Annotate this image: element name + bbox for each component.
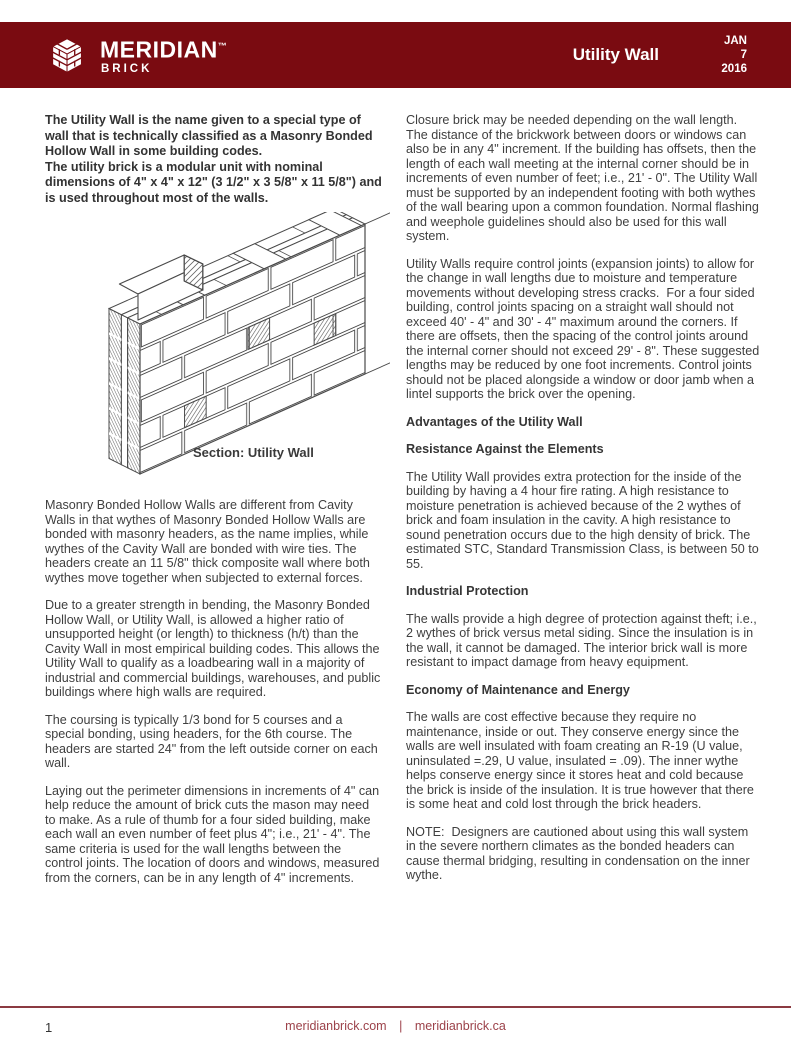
left-column — [45, 113, 386, 898]
intro-line-2: The utility brick is a modular unit with nominal dimensions of 4" x 4" x 12" (3 1/2" x 3 5/8" x 11 5/8") and is used throughout most of the walls. — [45, 159, 386, 205]
brick-building-icon — [45, 32, 91, 78]
footer-row — [0, 1008, 791, 1037]
paragraph: Due to a greater strength in bending, the Masonry Bonded Hollow Wall, or Utility Wall, is allowed a higher ratio of unsupported height (or length) to thickness (h/t) than the Cavity Wall in most empirical building codes. This allows the Utility Wall to qualify as a loadbearing wall in a majority of industrial and commercial buildings, warehouses, and public buildings where high walls are required. — [45, 598, 384, 699]
date-month: JAN — [723, 35, 747, 47]
intro-paragraph — [45, 113, 386, 206]
page-title: Utility Wall — [572, 45, 659, 64]
intro-line-1: The Utility Wall is the name given to a special type of wall that is technically classified as a Masonry Bonded Hollow Wall in some building codes. — [45, 113, 377, 158]
brand-name: MERIDIAN™ — [100, 36, 228, 63]
section-heading-resistance: Resistance Against the Elements — [406, 442, 604, 456]
date-stamp — [713, 34, 747, 76]
meridian-brick-logo — [45, 32, 227, 78]
document-body — [0, 113, 791, 898]
page-number: 1 — [45, 1020, 53, 1035]
paragraph: The walls provide a high degree of protection against theft; i.e., 2 wythes of brick versus metal siding. Since the insulation is in the wall, it cannot be damaged. The interior brick wall is more resistant to impact damage from heavy equipment. — [406, 611, 761, 669]
paragraph: Closure brick may be needed depending on the wall length. The distance of the brickwork between doors or windows can also be in any 4" increment. If the building has offsets, then the length of each wall meeting at the internal corner should be in increments of even number of feet; i.e., 21' - 0". The Utility Wall must be supported by an independent footing with both wythes of the wall bearing upon a common foundation. Normal flashing and weephole guidelines should also be used for this wall system. — [406, 113, 763, 243]
footer — [0, 1006, 791, 1037]
paragraph: The Utility Wall provides extra protection for the inside of the building by having a 4 hour fire rating. A high resistance to moisture penetration is achieved because of the 2 wythes of brick and foam insulation in the cavity. A high resistance to sound penetration occurs due to the high density of brick. The estimated STC, Standard Transmission Class, is between 50 to 55. — [406, 469, 763, 571]
header-bar — [0, 22, 791, 88]
brand-subtitle: BRICK — [101, 62, 153, 75]
section-heading-advantages: Advantages of the Utility Wall — [406, 414, 583, 429]
figure-caption: Section: Utility Wall — [193, 445, 314, 460]
date-day: 7 — [740, 49, 747, 61]
website-link-ca[interactable]: meridianbrick.ca — [414, 1019, 506, 1033]
link-separator: | — [399, 1019, 403, 1033]
paragraph: The coursing is typically 1/3 bond for 5 courses and a special bonding, using headers, for the 6th course. The headers are started 24" from the left outside corner on each wall. — [45, 712, 382, 770]
section-heading-industrial: Industrial Protection — [406, 584, 529, 598]
date-year: 2016 — [721, 63, 747, 75]
paragraph: Laying out the perimeter dimensions in increments of 4" can help reduce the amount of brick cuts the mason may need to make. As a rule of thumb for a four sided building, make each wall an even number of feet plus 4"; i.e., 21' - 4". The same criteria is used for the wall lengths between the control joints. The location of doors and windows, measured from the corners, can be in any length of 4" increments. — [45, 783, 383, 885]
paragraph: Masonry Bonded Hollow Walls are different from Cavity Walls in that wythes of Masonry Bonded Hollow Walls are bonded with masonry headers, as the name implies, while wythes of the Cavity Wall are bonded with wire ties. The headers create an 11 5/8" thick composite wall where both wythes move together when subjected to external forces. — [45, 498, 374, 585]
note-paragraph: NOTE: Designers are cautioned about using this wall system in the severe northern climates as the bonded headers can cause thermal bridging, resulting in condensation on the inner wythe. — [406, 824, 754, 882]
website-link-com[interactable]: meridianbrick.com — [285, 1019, 387, 1033]
right-column — [406, 113, 761, 898]
logo-text — [100, 35, 227, 75]
paragraph: Utility Walls require control joints (expansion joints) to allow for the change in wall lengths due to moisture and temperature movements without developing stress cracks. For a four sided building, control joints spacing on a straight wall should not exceed 40' - 4" and 30' - 4" maximum around the corners. If there are offsets, then the spacing of the control joints around the internal corner should not exceed 29' - 8". These suggested lengths may be reduced by one foot increments. Control joints should not be placed alongside a window or door jamb when a lintel supports the brick over the opening. — [406, 256, 763, 401]
utility-wall-figure — [45, 212, 390, 490]
footer-links — [0, 1019, 791, 1033]
paragraph: The walls are cost effective because they require no maintenance, inside or out. They conserve energy since the walls are well insulated with foam creating an R-19 (U value, uninsulated =.29, U value, insulated = .09). The inner wythe helps conserve energy since it stores heat and cold because the brick is inside of the insulation. It is true however that there is some heat and cold lost through the brick headers. — [406, 710, 758, 811]
trademark-symbol: ™ — [217, 41, 228, 52]
section-heading-economy: Economy of Maintenance and Energy — [406, 682, 630, 697]
